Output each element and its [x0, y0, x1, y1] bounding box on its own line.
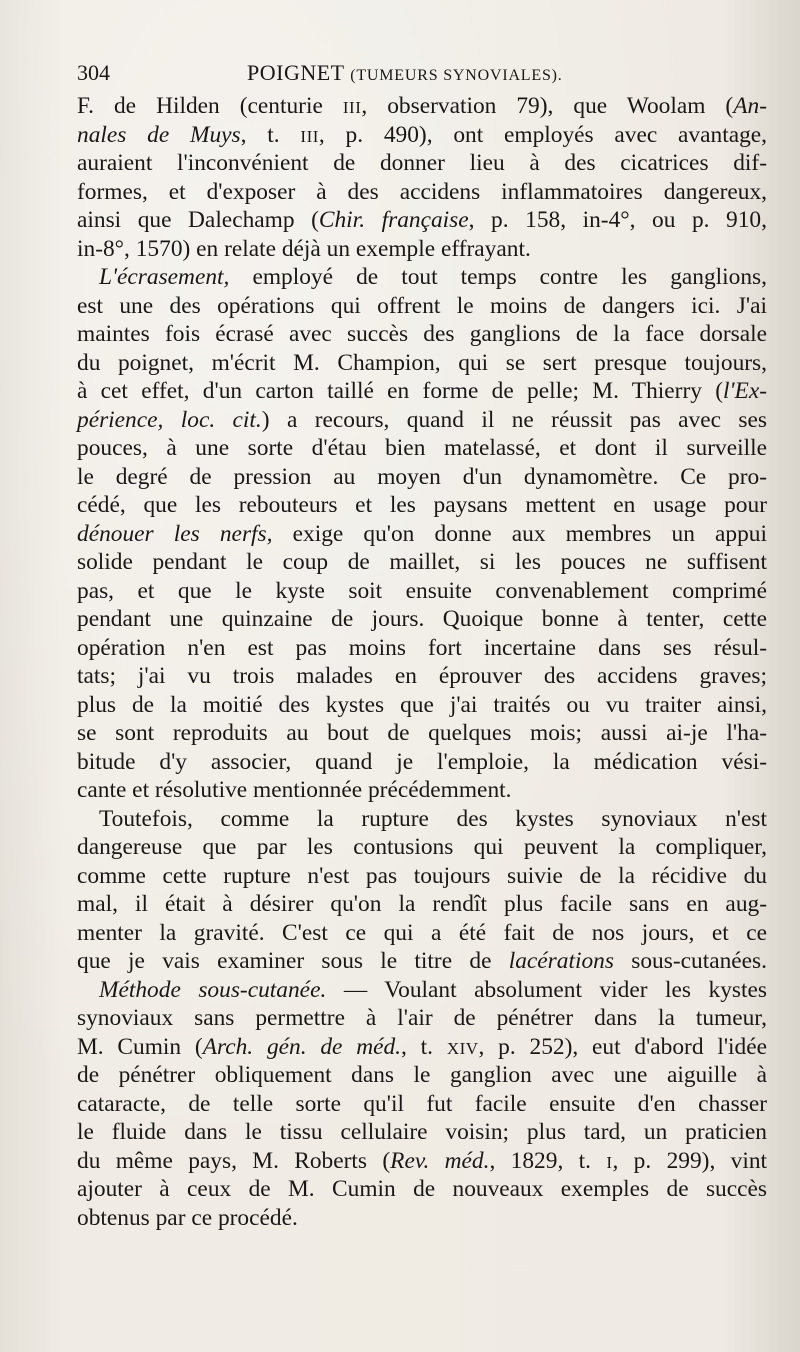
text-run: employé de tout temps contre les ganglions, — [229, 264, 767, 290]
text-run: , p. 299), vint — [612, 1147, 768, 1174]
text-line: cante et résolutive mentionnée précédemment. — [77, 777, 512, 803]
text-run: , p. 490), ont employés avec avantage, — [318, 121, 768, 148]
text-line — [77, 406, 767, 435]
text-line — [77, 976, 767, 1005]
text-run-italic: Arch. gén. de méd. — [202, 1033, 402, 1060]
text-line: in-8°, 1570) en relate déjà un exemple effrayant. — [77, 235, 531, 262]
text-run: XIV — [446, 1038, 479, 1058]
page-header — [77, 58, 767, 88]
text-line: plus de la moitié des kystes que j'ai traités ou vu traiter ainsi, — [77, 691, 767, 718]
text-line — [77, 206, 767, 235]
text-run: à cet effet, d'un carton taillé en forme de pelle; M. Thierry ( — [77, 378, 724, 404]
text-run: que je vais examiner sous le titre de — [77, 948, 509, 974]
text-line: pendant une quinzaine de jours. Quoique bonne à tenter, cette — [77, 606, 767, 632]
text-line: le degré de pression au moyen d'un dynamomètre. Ce pro- — [77, 463, 767, 490]
paragraph-1 — [77, 92, 767, 263]
text-line: Toutefois, comme la rupture des kystes synoviaux n'est — [99, 805, 767, 832]
text-run: exige qu'on donne aux membres un appui — [272, 520, 767, 547]
text-run-italic: nales de Muys — [77, 121, 241, 148]
text-line — [77, 1147, 767, 1176]
text-line: ajouter à ceux de M. Cumin de nouveaux exemples de succès — [77, 1176, 767, 1202]
text-line — [77, 947, 767, 976]
text-run: ainsi que Dalechamp ( — [77, 207, 319, 233]
body-text — [77, 92, 767, 1232]
text-line — [77, 520, 767, 549]
text-run: III — [300, 126, 319, 146]
text-line — [77, 263, 767, 292]
text-run: , p. 252), eut d'abord l'idée — [478, 1033, 767, 1060]
text-run-italic: lacérations — [508, 948, 614, 974]
text-run-italic: périence, loc. cit. — [77, 406, 262, 433]
text-line: obtenus par ce procédé. — [77, 1204, 298, 1231]
text-run-italic: Rev. méd. — [390, 1147, 490, 1174]
text-line: auraient l'inconvénient de donner lieu à des cicatrices dif- — [77, 150, 767, 176]
text-run: , observation 79), que Woolam ( — [361, 93, 734, 119]
text-run: du même pays, M. Roberts ( — [77, 1147, 391, 1174]
text-line: est une des opérations qui offrent le moins de dangers ici. J'ai — [77, 292, 767, 319]
text-run: III — [342, 98, 362, 117]
text-run-italic: L'écrasement, — [99, 264, 230, 290]
text-line: comme cette rupture n'est pas toujours suivie de la récidive du — [77, 862, 767, 889]
text-line: le fluide dans le tissu cellulaire voisin; plus tard, un praticien — [77, 1119, 767, 1145]
text-line: opération n'en est pas moins fort incertaine dans ses résul- — [77, 634, 767, 661]
text-run-italic: An- — [733, 93, 767, 119]
text-line: cataracte, de telle sorte qu'il fut facile ensuite d'en chasser — [77, 1090, 767, 1117]
text-line — [77, 1033, 767, 1062]
text-line: tats; j'ai vu trois malades en éprouver des accidens graves; — [77, 663, 767, 689]
text-line: se sont reproduits au bout de quelques mois; aussi ai-je l'ha- — [77, 720, 767, 746]
text-line: pas, et que le kyste soit ensuite convenablement comprimé — [77, 577, 767, 604]
running-title — [247, 58, 563, 91]
text-line: formes, et d'exposer à des accidens inflammatoires dangereux, — [77, 178, 767, 205]
text-line: solide pendant le coup de maillet, si les pouces ne suffisent — [77, 549, 767, 575]
text-line: pouces, à une sorte d'étau bien matelassé, et dont il surveille — [77, 435, 767, 461]
text-run: , p. 158, in-4°, ou p. 910, — [468, 207, 767, 233]
text-run: I — [606, 1152, 613, 1172]
text-line: synoviaux sans permettre à l'air de pénétrer dans la tumeur, — [77, 1005, 767, 1031]
running-title-main: POIGNET — [247, 60, 345, 85]
text-line — [77, 121, 767, 150]
text-line: maintes fois écrasé avec succès des ganglions de la face dorsale — [77, 321, 767, 347]
text-line: bitude d'y associer, quand je l'emploie, la médication vési- — [77, 748, 767, 775]
text-run-italic: Chir. française — [318, 207, 469, 233]
text-run: F. de Hilden (centurie — [77, 93, 343, 119]
text-line: du poignet, m'écrit M. Champion, qui se sert presque toujours, — [77, 349, 767, 376]
text-run-italic: l'Ex- — [723, 378, 767, 404]
text-run: , 1829, t. — [489, 1147, 607, 1174]
paragraph-2 — [77, 263, 767, 805]
text-run: M. Cumin ( — [77, 1033, 203, 1060]
text-run: , t. — [401, 1033, 447, 1060]
page-number: 304 — [77, 60, 110, 85]
text-line — [77, 377, 767, 406]
text-line: mal, il était à désirer qu'on la rendît plus facile sans en aug- — [77, 891, 767, 917]
text-run: , t. — [240, 121, 301, 148]
text-run-italic: dénouer les nerfs, — [77, 520, 273, 547]
text-run: — Voulant absolument vider les kystes — [326, 976, 767, 1003]
text-run: ) a recours, quand il ne réussit pas avec ses — [261, 406, 767, 433]
text-run: sous-cutanées. — [613, 948, 767, 974]
text-line: de pénétrer obliquement dans le ganglion avec une aiguille à — [77, 1062, 767, 1088]
text-line: dangereuse que par les contusions qui peuvent la compliquer, — [77, 834, 767, 860]
paragraph-4 — [77, 976, 767, 1233]
text-line — [77, 92, 767, 121]
text-line: menter la gravité. C'est ce qui a été fait de nos jours, et ce — [77, 919, 767, 946]
paragraph-3 — [77, 805, 767, 976]
running-title-sub: (TUMEURS SYNOVIALES). — [350, 67, 563, 84]
text-run-italic: Méthode sous-cutanée. — [99, 976, 327, 1003]
text-line: cédé, que les rebouteurs et les paysans mettent en usage pour — [77, 492, 767, 518]
